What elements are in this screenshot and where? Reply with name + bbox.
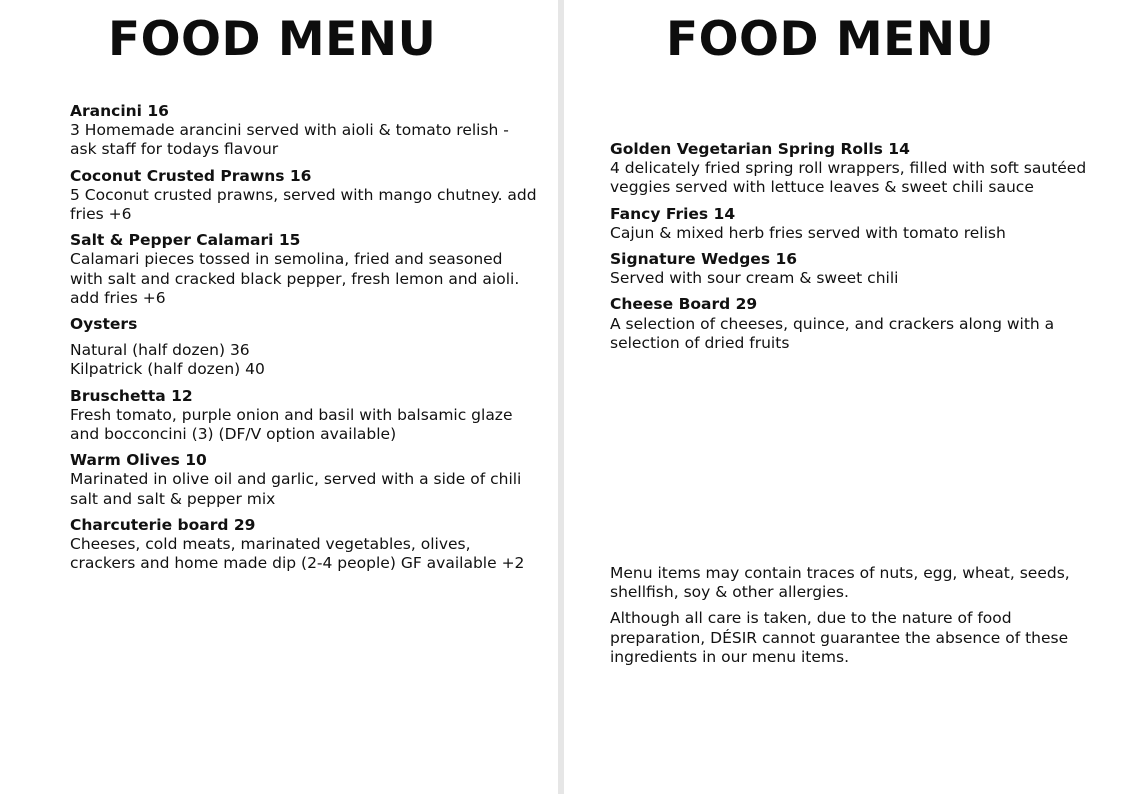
menu-item: [610, 140, 1100, 198]
menu-item-description: Served with sour cream & sweet chili: [610, 269, 899, 288]
menu-item-description: Calamari pieces tossed in semolina, fried and seasoned with salt and cracked black pepper, fresh lemon and aioli. add fries +6: [70, 250, 520, 307]
menu-item-name: Warm Olives 10: [70, 451, 207, 470]
menu-item-description: Marinated in olive oil and garlic, served with a side of chili salt and salt & pepper mix: [70, 470, 522, 508]
menu-item: [70, 516, 540, 574]
menu-item-oysters: [70, 315, 540, 380]
allergy-note: Although all care is taken, due to the nature of food preparation, DÉSIR cannot guarantee the absence of these ingredients in our menu items.: [610, 609, 1069, 666]
menu-item-name: Salt & Pepper Calamari 15: [70, 231, 301, 250]
menu-item-name: Fancy Fries 14: [610, 204, 736, 223]
menu-item: [610, 205, 1100, 243]
menu-item: [70, 102, 540, 160]
page-divider: [558, 0, 564, 794]
menu-item: [70, 167, 540, 225]
oyster-option: Kilpatrick (half dozen) 40: [70, 360, 265, 379]
oyster-option: Natural (half dozen) 36: [70, 341, 250, 360]
menu-item-description: A selection of cheeses, quince, and crackers along with a selection of dried fruits: [610, 314, 1055, 352]
allergy-note: Menu items may contain traces of nuts, egg, wheat, seeds, shellfish, soy & other allergies.: [610, 564, 1070, 602]
left-menu-column: [70, 102, 540, 580]
menu-item-description: 5 Coconut crusted prawns, served with mango chutney. add fries +6: [70, 185, 537, 224]
menu-item: [610, 295, 1100, 353]
menu-item-description: 4 delicately fried spring roll wrappers, filled with soft sautéed veggies served with lettuce leaves & sweet chili sauce: [610, 159, 1087, 197]
menu-item-name: Signature Wedges 16: [610, 250, 798, 269]
menu-item-name: Bruschetta 12: [70, 386, 193, 405]
menu-item-description: Fresh tomato, purple onion and basil with balsamic glaze and bocconcini (3) (DF/V option available): [70, 405, 513, 444]
left-page-title: FOOD MENU: [108, 12, 437, 67]
menu-item-name: Oysters: [70, 315, 138, 334]
menu-item-name: Coconut Crusted Prawns 16: [70, 166, 312, 185]
menu-item-name: Arancini 16: [70, 102, 169, 120]
menu-item-name: Cheese Board 29: [610, 295, 758, 314]
menu-item: [610, 250, 1100, 288]
menu-item-description: 3 Homemade arancini served with aioli & tomato relish - ask staff for todays flavour: [70, 121, 509, 159]
menu-item: [70, 451, 540, 509]
menu-item: [70, 231, 540, 308]
right-page-title: FOOD MENU: [666, 12, 995, 67]
menu-item-description: Cajun & mixed herb fries served with tomato relish: [610, 223, 1006, 242]
menu-item-name: Charcuterie board 29: [70, 515, 256, 534]
menu-item-description: Cheeses, cold meats, marinated vegetables, olives, crackers and home made dip (2-4 people) GF available +2: [70, 535, 525, 573]
allergy-notes: [610, 564, 1100, 674]
menu-item: [70, 387, 540, 445]
right-menu-column: [610, 140, 1100, 360]
spacer: [70, 334, 540, 341]
menu-item-name: Golden Vegetarian Spring Rolls 14: [610, 140, 910, 158]
